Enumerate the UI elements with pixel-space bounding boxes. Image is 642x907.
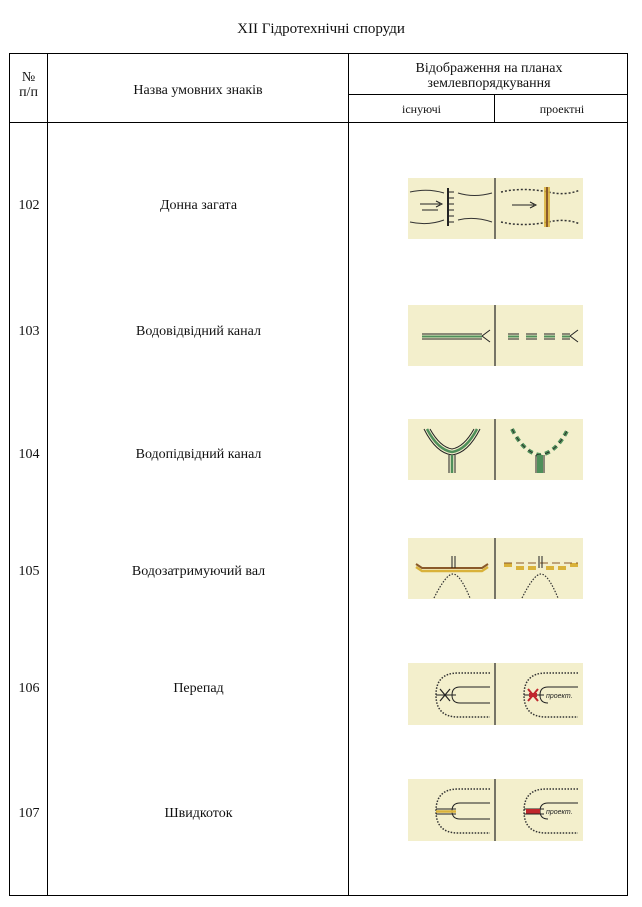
header-number-sign: № [21,70,36,85]
supply-canal-symbol-icon [408,419,583,480]
row-name-107: Швидкоток [164,806,233,821]
chute-symbol-icon [408,779,583,841]
chute-project-label: проект. [546,809,573,816]
row-number-104: 104 [18,447,40,462]
page-title: XII Гідротехнічні споруди [237,21,405,37]
col-divider-1 [47,54,48,895]
row-number-106: 106 [18,681,40,696]
drainage-canal-symbol-icon [408,305,583,366]
symbol-drainage-canal [408,305,583,366]
drop-structure-symbol-icon [408,663,583,725]
row-number-105: 105 [18,564,40,579]
header-display [349,61,629,91]
header-display-line2: землевпорядкування [427,76,551,91]
row-name-104: Водопідвідний канал [135,447,262,462]
bottom-dam-symbol-icon [408,178,583,239]
header-projected: проектні [539,102,585,116]
symbol-drop-structure [408,663,583,725]
col-divider-2 [348,54,349,895]
header-name: Назва умовних знаків [133,83,263,98]
row-name-105: Водозатримуючий вал [131,564,266,579]
drop-project-label: проект. [546,693,573,700]
symbol-bottom-dam [408,178,583,239]
retaining-bank-symbol-icon [408,538,583,599]
header-number [10,70,47,100]
row-number-103: 103 [18,324,40,339]
symbol-chute [408,779,583,841]
row-name-106: Перепад [173,681,224,696]
subheader-divider [348,94,627,95]
symbol-retaining-bank [408,538,583,599]
row-name-102: Донна загата [159,198,238,213]
header-number-abbrev: п/п [19,85,38,100]
symbol-supply-canal [408,419,583,480]
row-name-103: Водовідвідний канал [136,324,261,339]
symbols-table [9,53,628,896]
row-number-102: 102 [18,198,40,213]
row-number-107: 107 [18,806,40,821]
header-display-line1: Відображення на планах [415,61,563,76]
header-divider [10,122,627,123]
header-existing: існуючі [402,102,441,116]
